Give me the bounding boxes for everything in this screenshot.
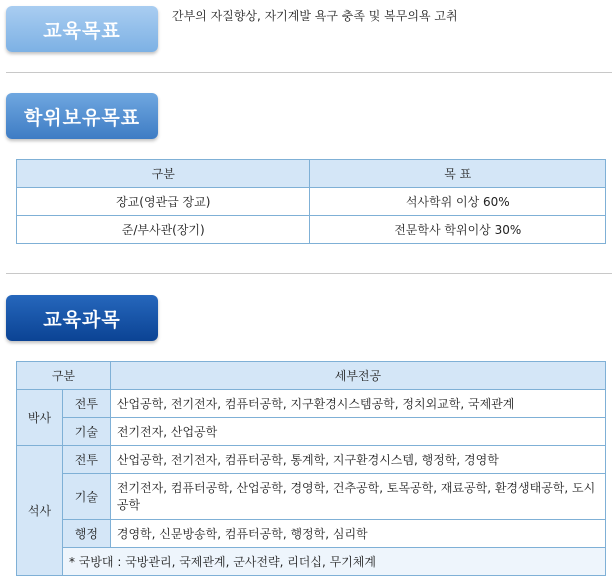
table-row xyxy=(17,188,606,216)
master-label: 석사 xyxy=(17,446,63,576)
row-majors: 전기전자, 산업공학 xyxy=(110,418,605,446)
row-goal: 석사학위 이상 60% xyxy=(310,188,606,216)
education-goal-title: 교육목표 xyxy=(6,6,158,52)
header-goal: 목 표 xyxy=(310,160,606,188)
header-category: 구분 xyxy=(17,160,310,188)
divider xyxy=(6,72,612,73)
degree-goal-title: 학위보유목표 xyxy=(6,93,158,139)
row-type: 행정 xyxy=(62,520,110,548)
degree-goal-table xyxy=(16,159,606,244)
row-type: 전투 xyxy=(62,390,110,418)
header-detail: 세부전공 xyxy=(110,362,605,390)
table-row xyxy=(17,390,606,418)
table-row xyxy=(17,418,606,446)
table-row xyxy=(17,216,606,244)
row-goal: 전문학사 학위이상 30% xyxy=(310,216,606,244)
row-category: 장교(영관급 장교) xyxy=(17,188,310,216)
row-majors: 전기전자, 컴퓨터공학, 산업공학, 경영학, 건추공학, 토목공학, 재료공학, 환경생태공학, 도시공학 xyxy=(110,474,605,520)
education-goal-text: 간부의 자질향상, 자기계발 욕구 충족 및 복무의욕 고취 xyxy=(172,9,458,23)
row-majors: 산업공학, 전기전자, 컴퓨터공학, 통계학, 지구환경시스템, 행정학, 경영학 xyxy=(110,446,605,474)
course-title: 교육과목 xyxy=(6,295,158,341)
doctor-label: 박사 xyxy=(17,390,63,446)
row-majors: 경영학, 신문방송학, 컴퓨터공학, 행정학, 심리학 xyxy=(110,520,605,548)
table-header-row xyxy=(17,160,606,188)
row-type: 기술 xyxy=(62,418,110,446)
row-type: 전투 xyxy=(62,446,110,474)
row-type: 기술 xyxy=(62,474,110,520)
table-header-row xyxy=(17,362,606,390)
row-category: 준/부사관(장기) xyxy=(17,216,310,244)
header-category: 구분 xyxy=(17,362,111,390)
table-row xyxy=(17,446,606,474)
note-text: * 국방대 : 국방관리, 국제관계, 군사전략, 리더십, 무기체계 xyxy=(62,548,605,576)
divider xyxy=(6,273,612,274)
table-row xyxy=(17,474,606,520)
course-table xyxy=(16,361,606,576)
row-majors: 산업공학, 전기전자, 컴퓨터공학, 지구환경시스템공학, 정치외교학, 국제관계 xyxy=(110,390,605,418)
table-row xyxy=(17,548,606,576)
table-row xyxy=(17,520,606,548)
